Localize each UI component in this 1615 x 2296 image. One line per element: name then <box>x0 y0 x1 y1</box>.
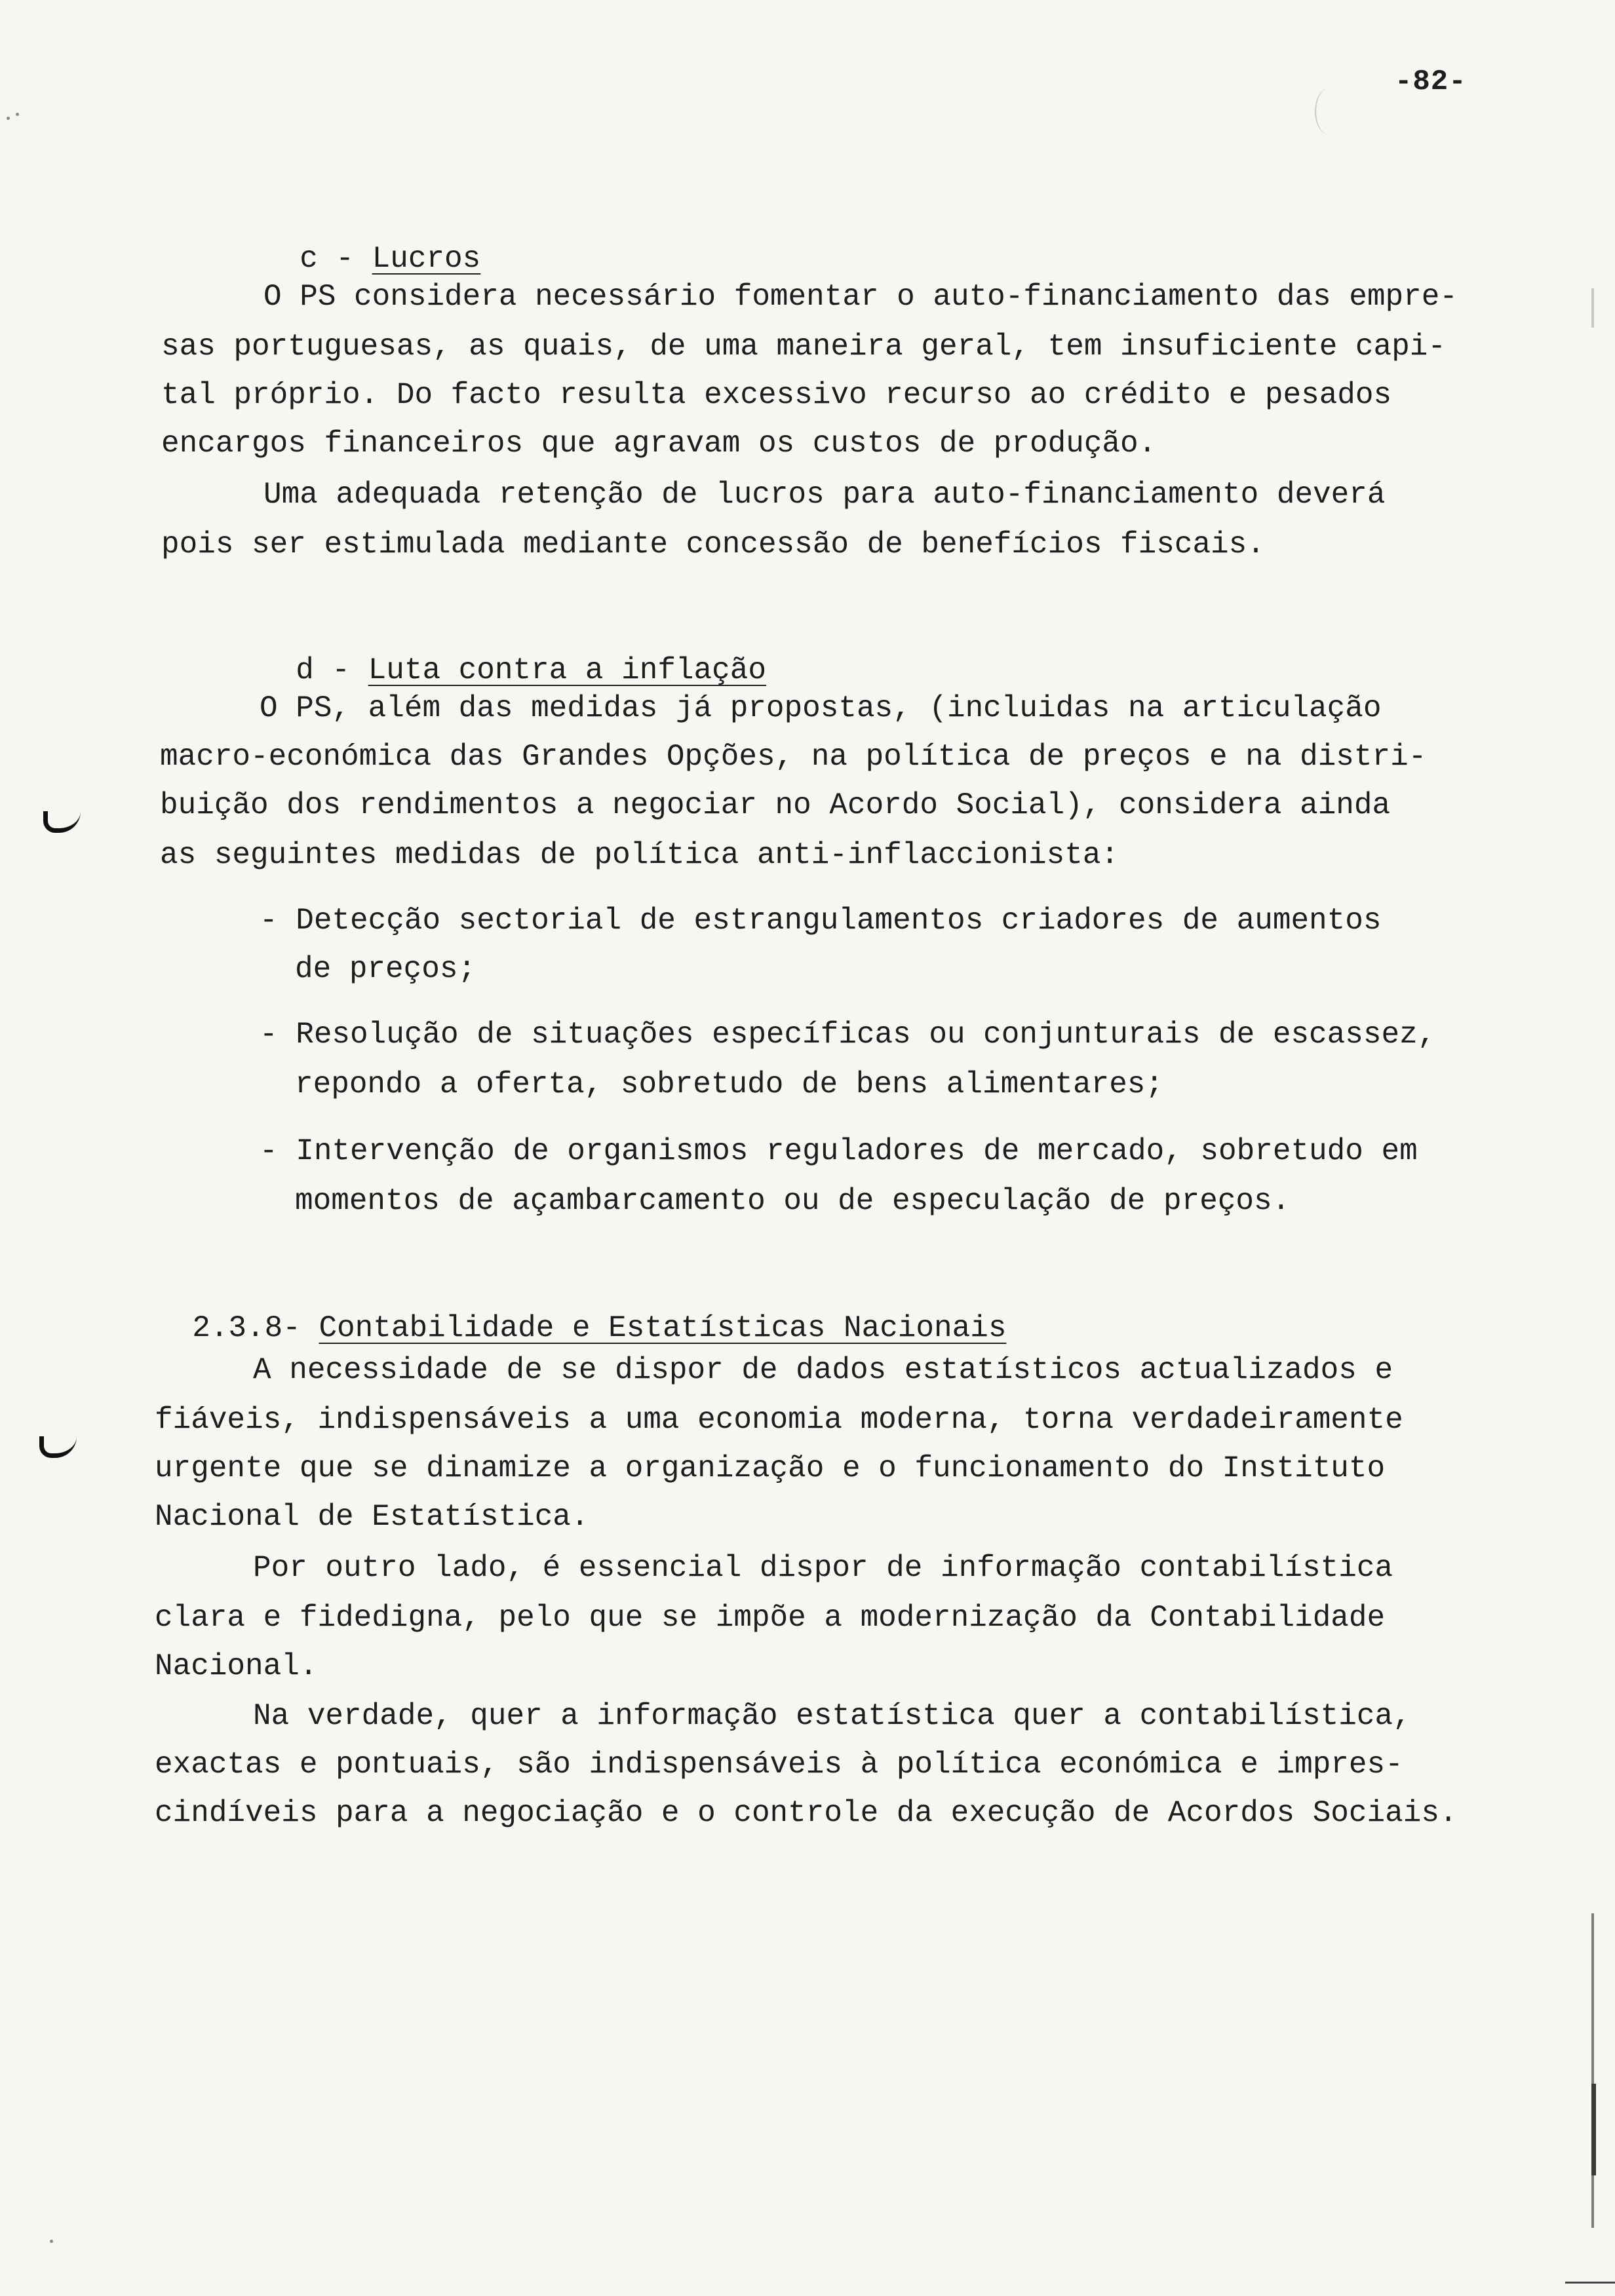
paragraph-line: Nacional de Estatística. <box>155 1500 589 1534</box>
margin-check-mark <box>43 811 81 833</box>
paragraph-line: Uma adequada retenção de lucros para auto-financiamento deverá <box>263 478 1386 512</box>
scan-edge-line <box>1591 288 1594 328</box>
section-d-heading-prefix: d - <box>296 653 368 687</box>
scan-edge-line <box>1565 2282 1615 2284</box>
section-238-heading-title: Contabilidade e Estatísticas Nacionais <box>319 1311 1007 1345</box>
paragraph-line: as seguintes medidas de política anti-inflaccionista: <box>160 838 1119 872</box>
section-c-heading <box>263 214 480 274</box>
paragraph-line: exactas e pontuais, são indispensáveis à política económica e impres- <box>155 1748 1403 1782</box>
corner-smudge <box>1315 88 1342 134</box>
paragraph-line: sas portuguesas, as quais, de uma maneira geral, tem insuficiente capi- <box>161 330 1446 364</box>
paragraph-line: tal próprio. Do facto resulta excessivo recurso ao crédito e pesados <box>161 378 1392 412</box>
margin-speck <box>7 117 10 120</box>
section-d-heading-title: Luta contra a inflação <box>368 653 766 687</box>
paragraph-line: encargos financeiros que agravam os custos de produção. <box>161 427 1157 461</box>
bullet-item-line: momentos de açambarcamento ou de especulação de preços. <box>295 1184 1291 1218</box>
margin-check-mark <box>39 1436 77 1458</box>
bullet-item-line: repondo a oferta, sobretudo de bens alimentares; <box>295 1067 1164 1101</box>
margin-speck <box>16 113 19 116</box>
paragraph-line: O PS, além das medidas já propostas, (incluidas na articulação <box>260 691 1382 725</box>
paragraph-line: macro-económica das Grandes Opções, na política de preços e na distri- <box>160 740 1427 774</box>
bullet-item-line: - Detecção sectorial de estrangulamentos criadores de aumentos <box>260 904 1382 938</box>
paragraph-line: clara e fidedigna, pelo que se impõe a modernização da Contabilidade <box>155 1601 1386 1635</box>
paragraph-line: O PS considera necessário fomentar o auto-financiamento das empre- <box>263 280 1458 314</box>
section-d-heading <box>260 625 766 685</box>
paragraph-line: Nacional. <box>155 1649 318 1683</box>
paragraph-line: Na verdade, quer a informação estatística quer a contabilística, <box>253 1699 1411 1733</box>
scan-edge-line <box>1591 2084 1596 2175</box>
paragraph-line: Por outro lado, é essencial dispor de informação contabilística <box>253 1551 1393 1585</box>
bullet-item-line: de preços; <box>295 952 477 986</box>
paragraph-line: pois ser estimulada mediante concessão de benefícios fiscais. <box>161 527 1265 562</box>
paragraph-line: A necessidade de se dispor de dados estatísticos actualizados e <box>253 1353 1393 1387</box>
bullet-item-line: - Intervenção de organismos reguladores de mercado, sobretudo em <box>260 1134 1418 1168</box>
section-238-heading-prefix: 2.3.8- <box>192 1311 319 1345</box>
paragraph-line: buição dos rendimentos a negociar no Acordo Social), considera ainda <box>160 788 1391 822</box>
section-c-heading-prefix: c - <box>300 242 372 276</box>
page-number: -82- <box>1395 66 1467 98</box>
section-c-heading-title: Lucros <box>372 242 481 276</box>
margin-speck <box>50 2240 53 2243</box>
scan-edge-line <box>1591 1913 1594 2228</box>
paragraph-line: fiáveis, indispensáveis a uma economia moderna, torna verdadeiramente <box>155 1403 1403 1437</box>
bullet-item-line: - Resolução de situações específicas ou conjunturais de escassez, <box>260 1018 1436 1052</box>
section-238-heading <box>156 1283 1006 1343</box>
paragraph-line: cindíveis para a negociação e o controle da execução de Acordos Sociais. <box>155 1796 1458 1830</box>
paragraph-line: urgente que se dinamize a organização e o funcionamento do Instituto <box>155 1451 1386 1485</box>
